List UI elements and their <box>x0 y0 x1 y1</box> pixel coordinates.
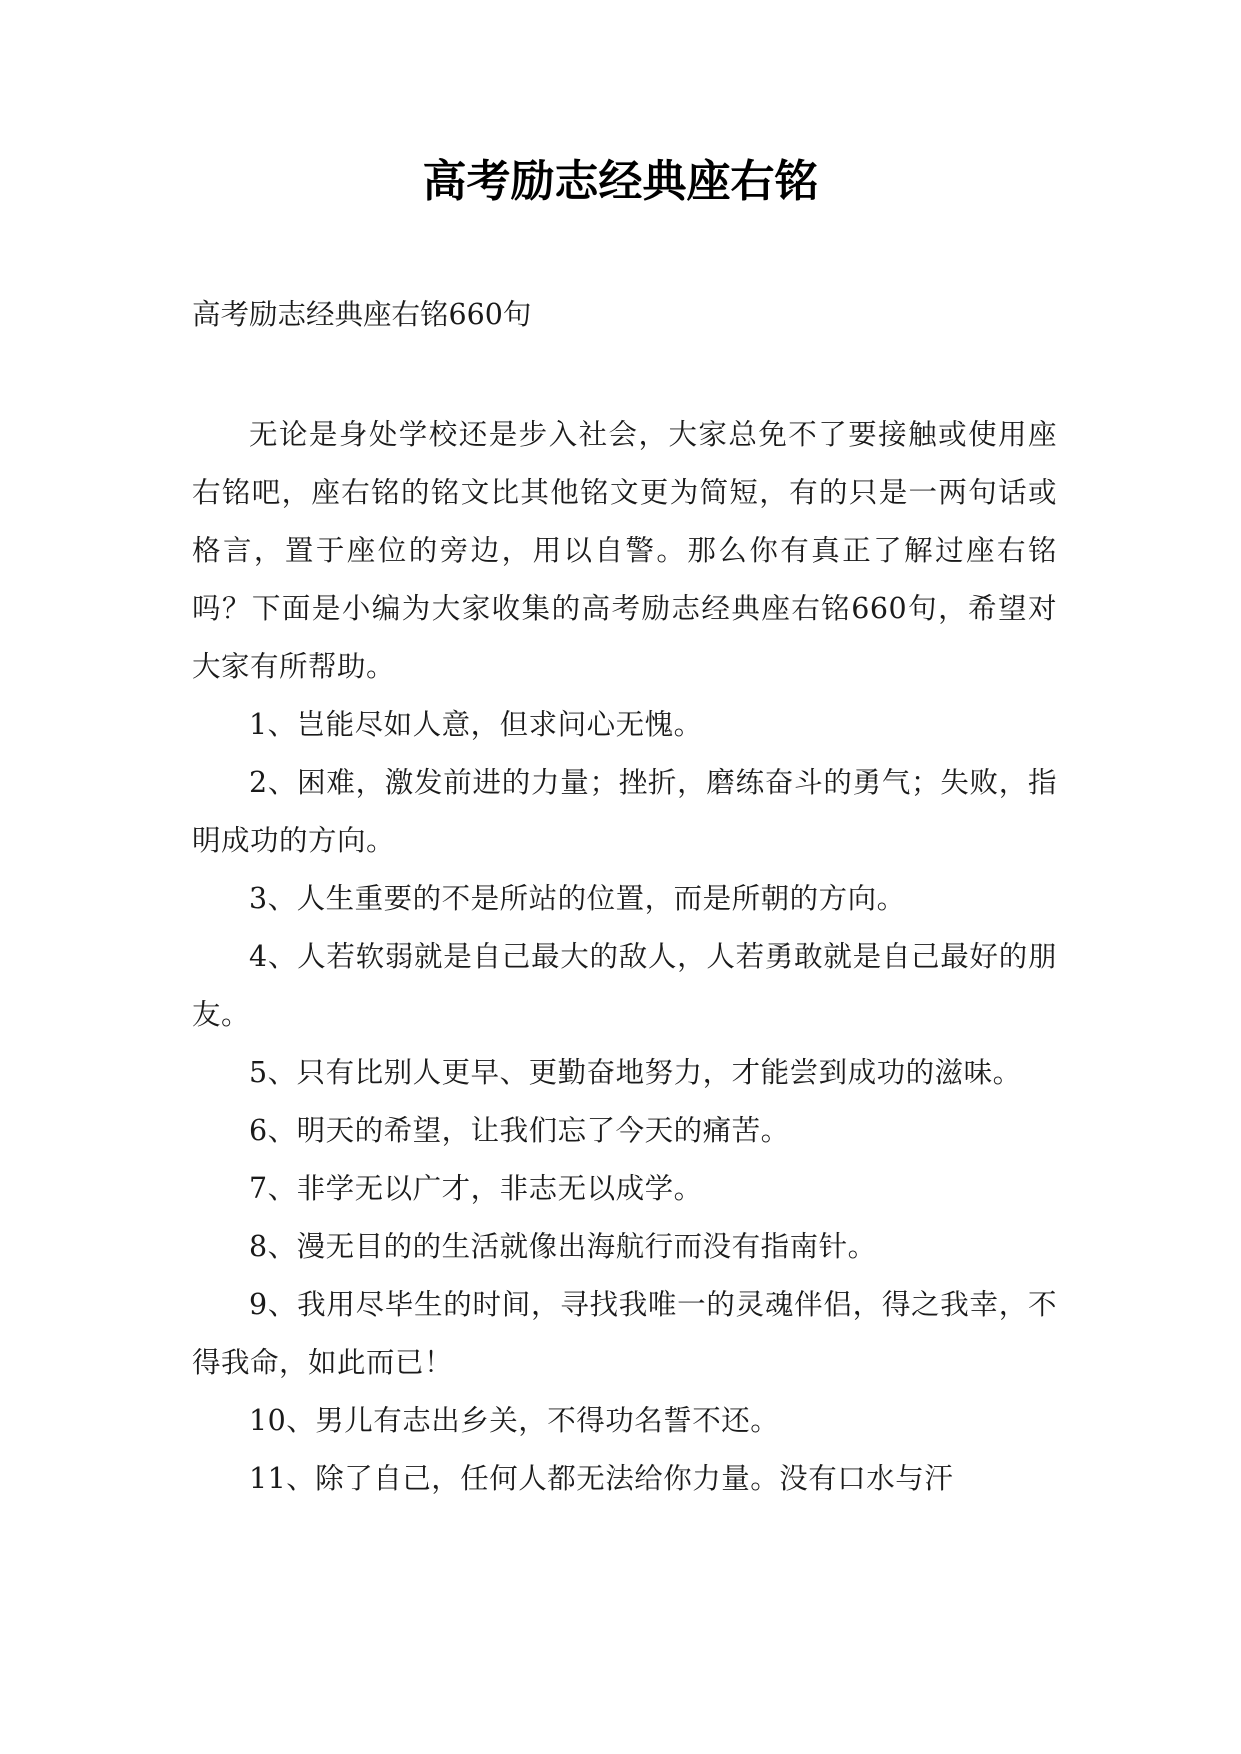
motto-item: 7、非学无以广才，非志无以成学。 <box>249 1172 703 1205</box>
motto-item: 8、漫无目的的生活就像出海航行而没有指南针。 <box>249 1230 877 1263</box>
document-body <box>192 406 1057 1508</box>
motto-item: 4、人若软弱就是自己最大的敌人，人若勇敢就是自己最好的朋友。 <box>192 940 1057 1031</box>
motto-item: 5、只有比别人更早、更勤奋地努力，才能尝到成功的滋味。 <box>249 1056 1022 1089</box>
motto-item: 1、岂能尽如人意，但求问心无愧。 <box>249 708 703 741</box>
motto-item: 3、人生重要的不是所站的位置，而是所朝的方向。 <box>249 882 906 915</box>
document-title: 高考励志经典座右铭 <box>422 156 819 207</box>
motto-item: 2、困难，激发前进的力量；挫折，磨练奋斗的勇气；失败，指明成功的方向。 <box>192 766 1057 857</box>
intro-paragraph: 无论是身处学校还是步入社会，大家总免不了要接触或使用座右铭吧，座右铭的铭文比其他铭文更为简短，有的只是一两句话或格言，置于座位的旁边，用以自警。那么你有真正了解过座右铭吗？下面是小编为大家收集的高考励志经典座右铭660句，希望对大家有所帮助。 <box>192 418 1057 683</box>
motto-item: 10、男儿有志出乡关，不得功名誓不还。 <box>249 1404 780 1437</box>
motto-item: 9、我用尽毕生的时间，寻找我唯一的灵魂伴侣，得之我幸，不得我命，如此而已！ <box>192 1288 1057 1379</box>
motto-item: 11、除了自己，任何人都无法给你力量。没有口水与汗 <box>249 1462 954 1495</box>
motto-item: 6、明天的希望，让我们忘了今天的痛苦。 <box>249 1114 790 1147</box>
document-subtitle: 高考励志经典座右铭660句 <box>192 298 532 331</box>
